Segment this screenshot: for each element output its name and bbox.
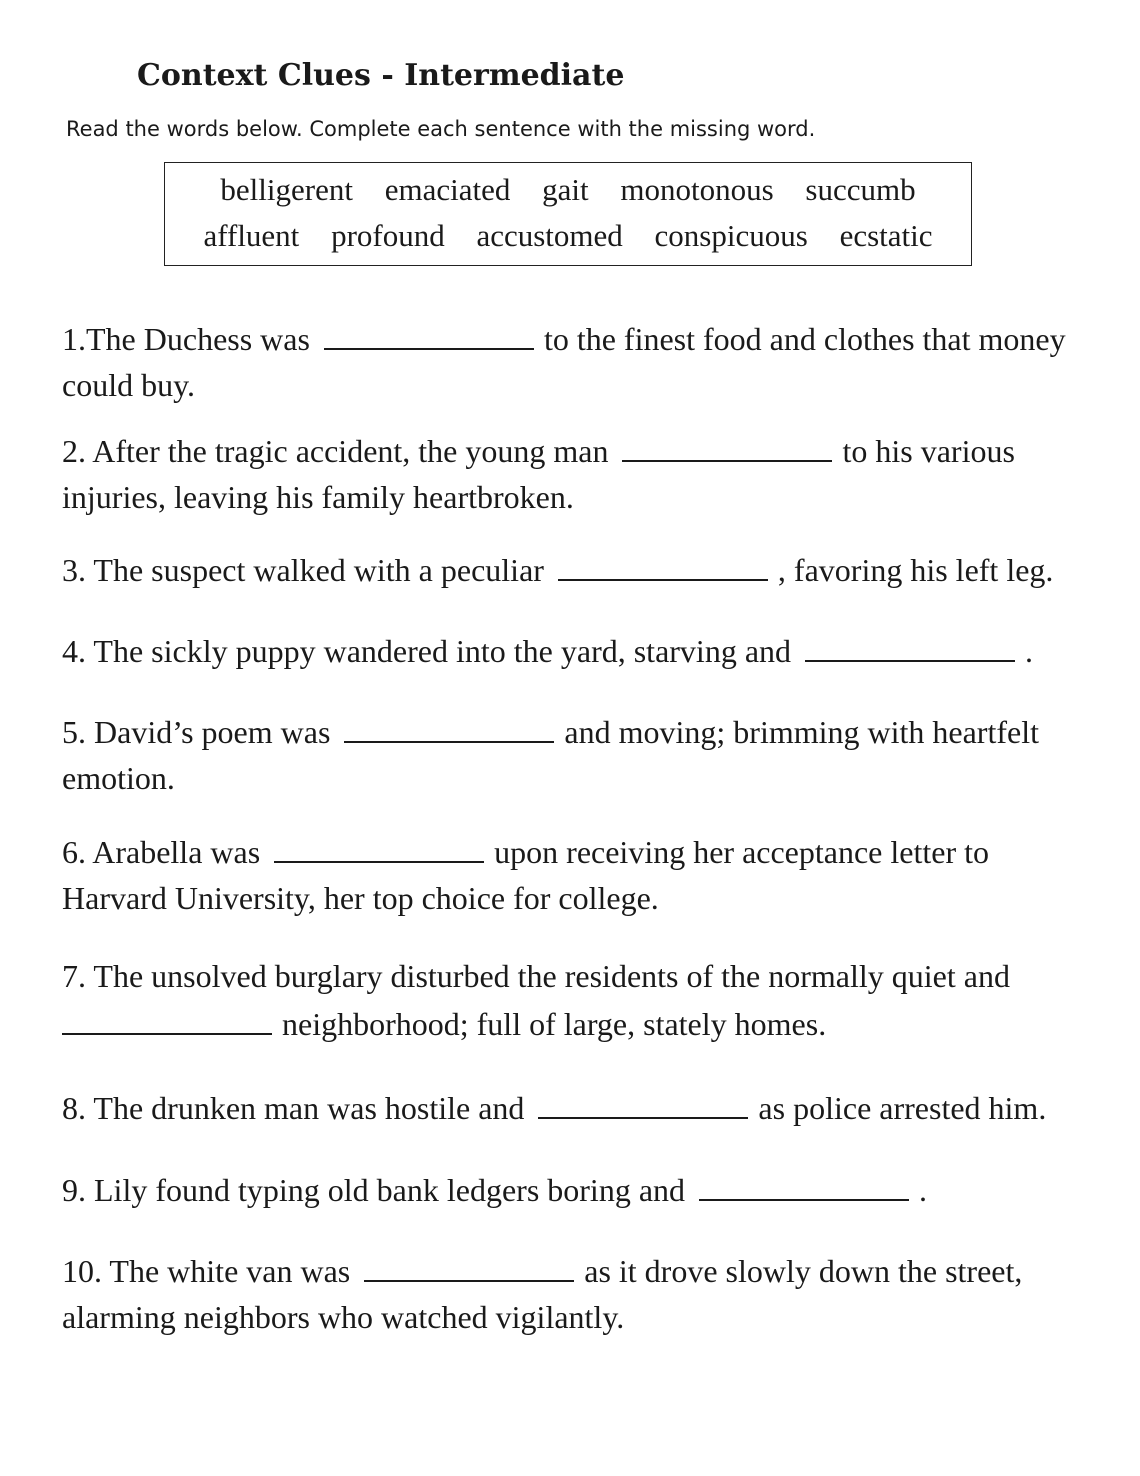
question-text: 6. Arabella was [62, 834, 261, 870]
question-text: alarming neighbors who watched vigilantly. [62, 1299, 625, 1335]
word-bank-row-2 [165, 213, 971, 259]
question-text: . [919, 1172, 928, 1208]
question-text: as it drove slowly down the street, [584, 1253, 1023, 1289]
question-text: could buy. [62, 367, 196, 403]
instructions: Read the words below. Complete each sentence with the missing word. [66, 117, 816, 141]
answer-blank[interactable] [699, 1165, 909, 1201]
question-6 [62, 827, 989, 921]
question-text: 7. The unsolved burglary disturbed the residents of the normally quiet and [62, 958, 1010, 994]
answer-blank[interactable] [538, 1083, 748, 1119]
question-text: to the finest food and clothes that money [543, 321, 1066, 357]
answer-blank[interactable] [805, 626, 1015, 662]
worksheet-title: Context Clues - Intermediate [137, 58, 625, 93]
question-10 [62, 1246, 1022, 1340]
answer-blank[interactable] [364, 1246, 574, 1282]
question-3 [62, 545, 1053, 593]
answer-blank[interactable] [324, 314, 534, 350]
question-text: , favoring his left leg. [777, 552, 1054, 588]
question-text: 2. After the tragic accident, the young man [62, 433, 609, 469]
word-bank-word: gait [542, 172, 589, 207]
question-5 [62, 707, 1039, 801]
question-8 [62, 1083, 1046, 1131]
question-2 [62, 426, 1015, 520]
answer-blank[interactable] [558, 545, 768, 581]
question-text: emotion. [62, 760, 175, 796]
question-text: and moving; brimming with heartfelt [564, 714, 1039, 750]
question-text: 8. The drunken man was hostile and [62, 1090, 525, 1126]
question-text: . [1025, 633, 1034, 669]
question-text: 3. The suspect walked with a peculiar [62, 552, 544, 588]
question-4 [62, 626, 1033, 674]
question-text: injuries, leaving his family heartbroken. [62, 479, 574, 515]
word-bank-word: succumb [805, 172, 916, 207]
question-text: to his various [842, 433, 1015, 469]
question-7 [62, 953, 1010, 1047]
question-text: 1.The Duchess was [62, 321, 310, 357]
question-text: 5. David’s poem was [62, 714, 331, 750]
word-bank-word: profound [331, 218, 445, 253]
question-text: as police arrested him. [758, 1090, 1047, 1126]
question-text: neighborhood; full of large, stately homes. [282, 1006, 827, 1042]
word-bank [164, 162, 972, 266]
word-bank-word: ecstatic [839, 218, 933, 253]
word-bank-word: monotonous [620, 172, 774, 207]
word-bank-word: accustomed [476, 218, 623, 253]
word-bank-word: belligerent [220, 172, 353, 207]
word-bank-word: conspicuous [654, 218, 808, 253]
question-text: 9. Lily found typing old bank ledgers boring and [62, 1172, 686, 1208]
answer-blank[interactable] [62, 999, 272, 1035]
word-bank-word: affluent [203, 218, 300, 253]
word-bank-row-1 [165, 167, 971, 213]
question-text: 4. The sickly puppy wandered into the yard, starving and [62, 633, 792, 669]
answer-blank[interactable] [622, 426, 832, 462]
word-bank-word: emaciated [384, 172, 511, 207]
answer-blank[interactable] [344, 707, 554, 743]
question-1 [62, 314, 1066, 408]
question-text: Harvard University, her top choice for college. [62, 880, 659, 916]
answer-blank[interactable] [274, 827, 484, 863]
question-text: 10. The white van was [62, 1253, 351, 1289]
question-text: upon receiving her acceptance letter to [494, 834, 989, 870]
question-9 [62, 1165, 927, 1213]
